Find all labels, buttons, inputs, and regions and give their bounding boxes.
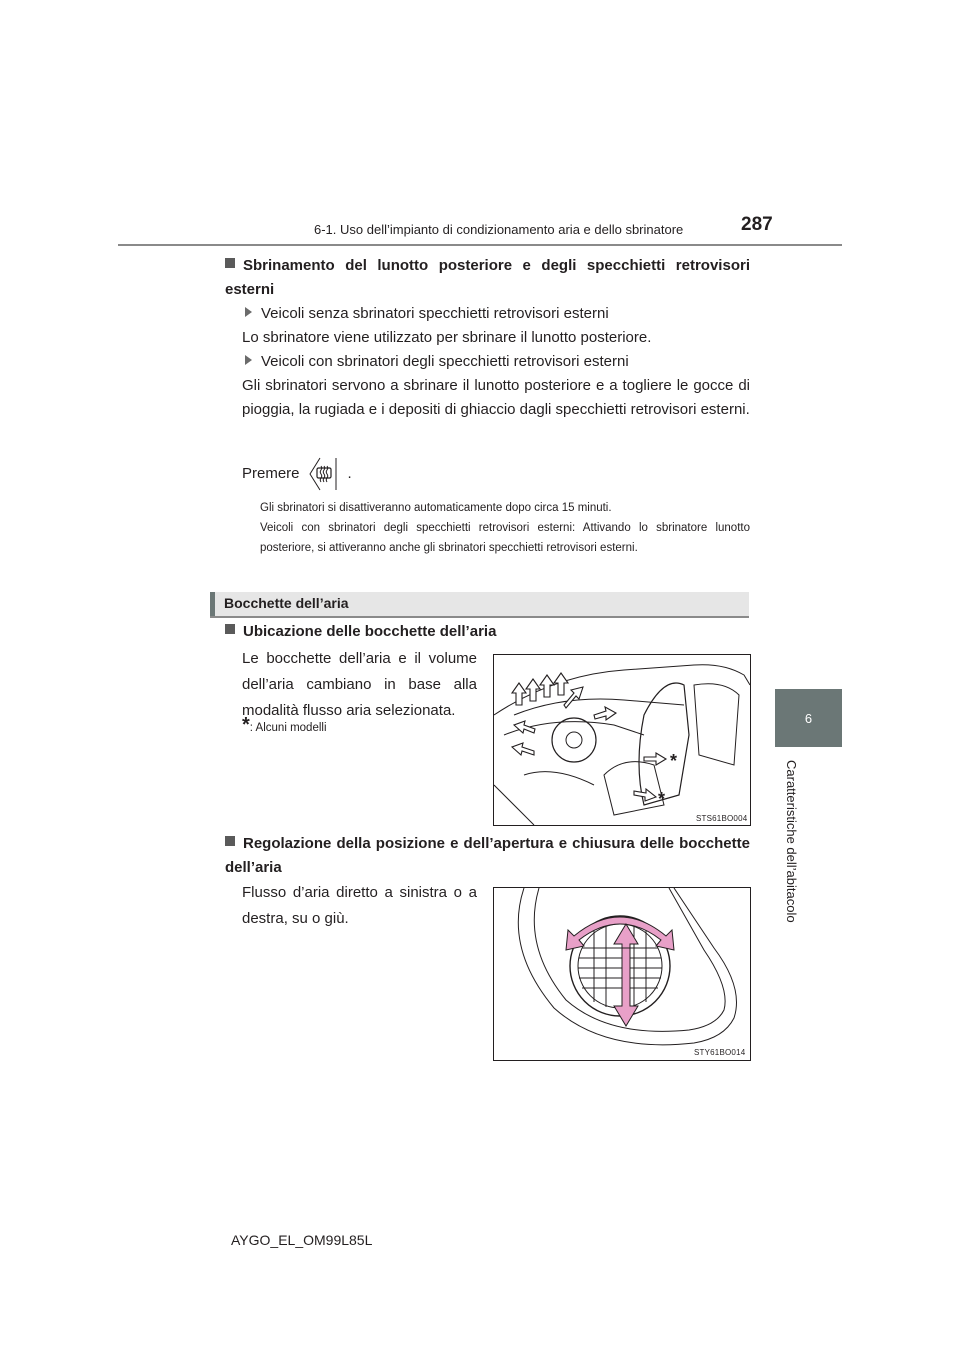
- figure-code: STS61BO004: [696, 814, 748, 823]
- chapter-tab[interactable]: 6: [775, 689, 842, 747]
- triangle-bullet-icon: [245, 307, 252, 317]
- band-title: Bocchette dell’aria: [224, 595, 349, 611]
- defrost-item-2: Veicoli con sbrinatori degli specchietti retrovisori esterni: [245, 350, 750, 374]
- cabin-illustration: [494, 655, 750, 825]
- svg-text:*: *: [670, 751, 678, 771]
- vent-location-text: Le bocchette dell’aria e il volume dell’aria cambiano in base alla modalità flusso aria selezionata.: [242, 650, 477, 719]
- triangle-bullet-icon: [245, 355, 252, 365]
- svg-text:*: *: [658, 789, 666, 809]
- vent-adjust-heading: Regolazione della posizione e dell’apertura e chiusura delle bocchette dell’aria: [225, 835, 750, 876]
- square-bullet-icon: [225, 836, 235, 846]
- section-band: [210, 592, 749, 618]
- defrost-text-1: Lo sbrinatore viene utilizzato per sbrinare il lunotto posteriore.: [242, 329, 652, 346]
- square-bullet-icon: [225, 624, 235, 634]
- square-bullet-icon: [225, 258, 235, 268]
- figure-code: STY61BO014: [694, 1048, 746, 1057]
- defrost-item-1: Veicoli senza sbrinatori specchietti retrovisori esterni: [245, 302, 750, 326]
- defrost-text-2: Gli sbrinatori servono a sbrinare il lunotto posteriore e a togliere le gocce di pioggia, la rugiada e i depositi di ghiaccio dagli specchietti retrovisori esterni.: [242, 377, 750, 418]
- press-instruction: Premere .: [242, 456, 542, 492]
- vent-adjust-figure: [493, 887, 751, 1061]
- asterisk-note: *: Alcuni modelli: [242, 714, 327, 736]
- vent-illustration: [494, 888, 750, 1060]
- rear-defroster-icon: [306, 456, 342, 492]
- chapter-label: Caratteristiche dell’abitacolo: [784, 760, 799, 923]
- defrost-note-2: Veicoli con sbrinatori degli specchietti retrovisori esterni: Attivando lo sbrinatore lunotto posteriore, si attiveranno anche gli sbrinatori specchietti retrovisori esterni.: [260, 522, 750, 554]
- defrost-heading: Sbrinamento del lunotto posteriore e degli specchietti retrovisori esterni: [225, 257, 750, 298]
- vent-adjust-text: Flusso d’aria diretto a sinistra o a destra, su o giù.: [242, 884, 477, 927]
- section-title: 6-1. Uso dell’impianto di condizionamento aria e dello sbrinatore: [314, 222, 684, 237]
- vent-location-figure: [493, 654, 751, 826]
- vent-location-heading: Ubicazione delle bocchette dell’aria: [225, 620, 505, 644]
- band-accent: [210, 592, 215, 616]
- document-code: AYGO_EL_OM99L85L: [231, 1232, 373, 1248]
- page-number: 287: [741, 214, 773, 235]
- defrost-note-1: Gli sbrinatori si disattiveranno automaticamente dopo circa 15 minuti.: [260, 502, 612, 514]
- header-rule: [118, 244, 842, 246]
